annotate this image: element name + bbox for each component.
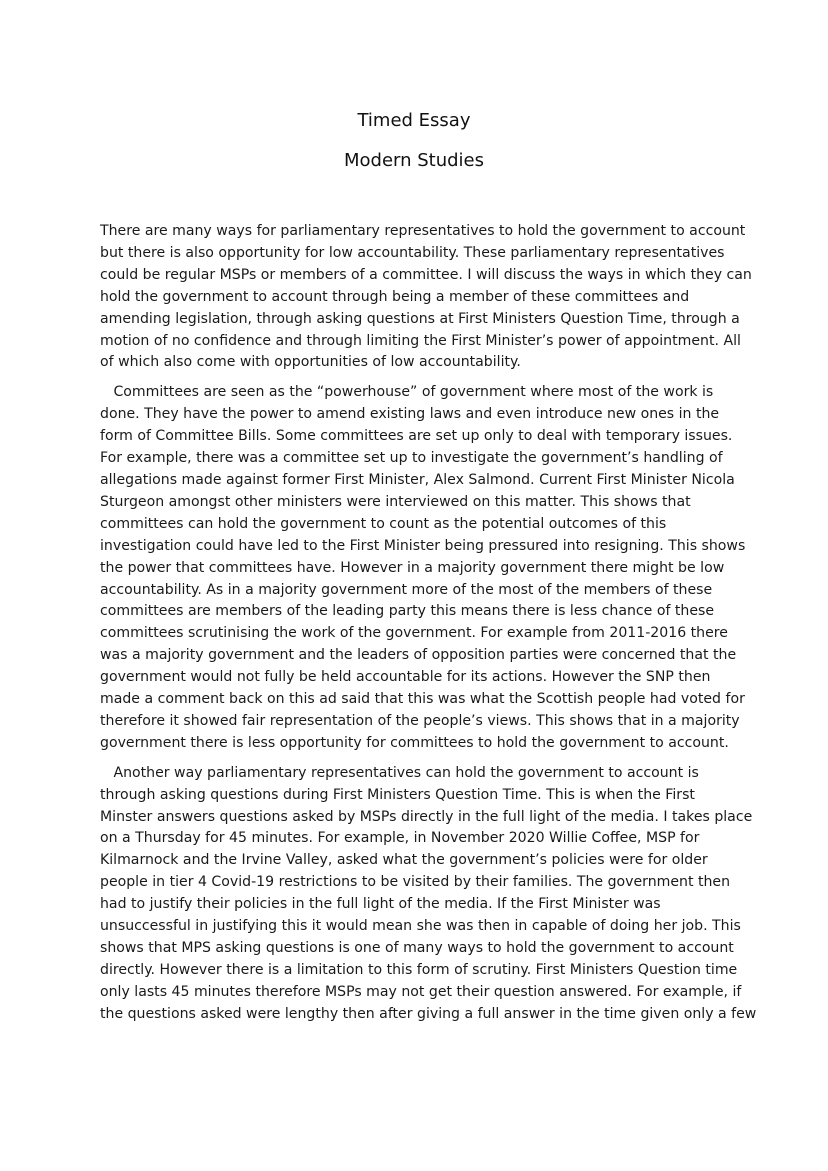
essay-line: hold the government to account through being a member of these committees and [100, 288, 690, 305]
essay-line: only lasts 45 minutes therefore MSPs may not get their question answered. For example, if [100, 983, 742, 1000]
essay-line: but there is also opportunity for low accountability. These parliamentary representatives [100, 244, 725, 261]
essay-paragraph-3 [100, 763, 757, 1026]
essay-line: made a comment back on this ad said that this was what the Scottish people had voted for [100, 691, 745, 708]
essay-line: allegations made against former First Minister, Alex Salmond. Current First Minister Nicola [100, 471, 735, 488]
title-block [0, 101, 828, 181]
essay-line: accountability. As in a majority government more of the most of the members of these [100, 581, 713, 598]
essay-line: people in tier 4 Covid-19 restrictions to be visited by their families. The government then [100, 874, 731, 891]
essay-line: therefore it showed fair representation of the people’s views. This shows that in a majority [100, 712, 740, 729]
essay-line: Sturgeon amongst other ministers were interviewed on this matter. This shows that [100, 493, 691, 510]
essay-line: government there is less opportunity for committees to hold the government to account. [100, 734, 729, 751]
essay-line: shows that MPS asking questions is one of many ways to hold the government to account [100, 940, 734, 956]
essay-line: directly. However there is a limitation to this form of scrutiny. First Ministers Question time [100, 961, 738, 978]
essay-line: government would not fully be held accountable for its actions. However the SNP then [100, 669, 711, 686]
essay-line: Another way parliamentary representatives can hold the government to account is [100, 764, 699, 781]
essay-line: Committees are seen as the “powerhouse” of government where most of the work is [100, 384, 714, 401]
essay-line: Minster answers questions asked by MSPs directly in the full light of the media. I takes place [100, 808, 753, 825]
essay-body [100, 221, 757, 1034]
essay-line: investigation could have led to the First Minister being pressured into resigning. This shows [100, 537, 746, 554]
essay-line: was a majority government and the leaders of opposition parties were concerned that the [100, 647, 737, 664]
essay-line: There are many ways for parliamentary representatives to hold the government to account [100, 223, 746, 239]
essay-line: the power that committees have. However in a majority government there might be low [100, 559, 725, 576]
essay-line: amending legislation, through asking questions at First Ministers Question Time, through a [100, 310, 740, 327]
essay-line: form of Committee Bills. Some committees are set up only to deal with temporary issues. [100, 428, 733, 445]
essay-line: had to justify their policies in the full light of the media. If the First Minister was [100, 896, 661, 913]
essay-line: Kilmarnock and the Irvine Valley, asked what the government’s policies were for older [100, 852, 708, 869]
essay-line: could be regular MSPs or members of a committee. I will discuss the ways in which they can [100, 266, 752, 283]
essay-line: the questions asked were lengthy then after giving a full answer in the time given only a few [100, 1005, 757, 1022]
essay-line: of which also come with opportunities of low accountability. [100, 354, 521, 371]
essay-line: committees are members of the leading party this means there is less chance of these [100, 603, 715, 620]
essay-paragraph-1 [100, 221, 752, 374]
document-title: Timed Essay [357, 110, 471, 131]
essay-line: on a Thursday for 45 minutes. For example, in November 2020 Willie Coffee, MSP for [100, 830, 700, 847]
essay-line: motion of no confidence and through limiting the First Minister’s power of appointment. All [100, 332, 741, 349]
essay-line: done. They have the power to amend existing laws and even introduce new ones in the [100, 406, 720, 423]
essay-line: For example, there was a committee set up to investigate the government’s handling of [100, 450, 723, 467]
essay-line: unsuccessful in justifying this it would mean she was then in capable of doing her job. This [100, 918, 741, 935]
essay-paragraph-2 [100, 382, 746, 754]
document-subtitle: Modern Studies [343, 150, 485, 171]
essay-line: through asking questions during First Ministers Question Time. This is when the First [100, 786, 695, 803]
essay-line: committees scrutinising the work of the government. For example from 2011-2016 there [100, 625, 728, 642]
essay-line: committees can hold the government to count as the potential outcomes of this [100, 515, 667, 532]
